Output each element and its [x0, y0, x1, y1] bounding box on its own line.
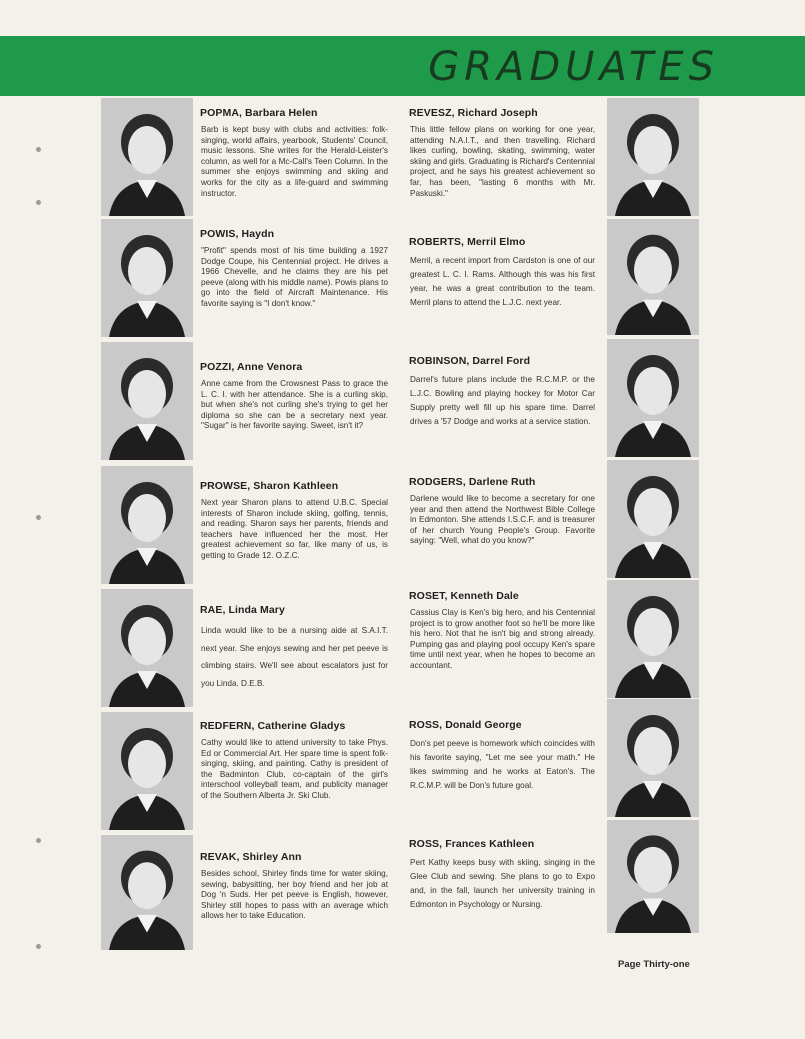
header-banner — [0, 36, 805, 96]
graduate-entry — [200, 851, 388, 922]
graduate-entry — [409, 838, 595, 912]
portrait-photo-icon — [101, 219, 193, 337]
graduate-bio: Cassius Clay is Ken's big hero, and his Centennial project is to grow another foot so he'll be more like his hero. Not that he isn't big and strong already. Pumping gas and playing pool occupy Ken's spare time until next year, when he hopes to become an accountant. — [410, 608, 595, 670]
page-number: Page Thirty-one — [618, 959, 690, 970]
binder-hole — [36, 838, 41, 843]
graduate-entry — [200, 228, 388, 310]
graduate-name: REDFERN, Catherine Gladys — [200, 720, 346, 732]
graduate-entry — [409, 476, 595, 547]
graduate-entry — [409, 355, 595, 429]
portrait-photo — [607, 219, 699, 335]
graduate-bio: Barb is kept busy with clubs and activities: folk-singing, world affairs, yearbook, Students' Council, music lessons. She writes for the Herald-Leister's column, as well for a Mc-Call's Teen Column. In the summer she enjoys swimming and skiing and works for the city as a life-guard and swimming instructor. — [201, 125, 388, 198]
graduate-bio: Anne came from the Crowsnest Pass to grace the L. C. I. with her attendance. She is a curling skip, but when she's not curling she's trying to get her diploma so she can be a secretary next year. "Sugar" is her favorite saying. Sweet, isn't it? — [201, 379, 388, 431]
graduate-bio: Darlene would like to become a secretary for one year and then attend the Northwest Bible College in Edmonton. She attends I.S.C.F. and is treasurer of her church Young People's Group. Favorite saying: "Well, what do you know?" — [410, 494, 595, 546]
binder-hole — [36, 147, 41, 152]
portrait-photo-icon — [607, 98, 699, 216]
graduate-name: ROSET, Kenneth Dale — [409, 590, 519, 602]
portrait-photo-icon — [101, 466, 193, 584]
graduate-entry — [409, 107, 595, 199]
portrait-photo — [101, 466, 193, 584]
graduate-bio: Next year Sharon plans to attend U.B.C. Special interests of Sharon include skiing, golfing, tennis, and reading. Sharon says her parents, friends and teachers have influenced her the most. Her greatest achievement so far, like many of us, is getting to Grade 12. O.Z.C. — [201, 498, 388, 560]
binder-hole — [36, 944, 41, 949]
graduate-entry — [409, 236, 595, 310]
graduate-name: ROBINSON, Darrel Ford — [409, 355, 531, 367]
portrait-photo — [607, 339, 699, 457]
graduate-entry — [409, 719, 595, 793]
graduate-bio: Linda would like to be a nursing aide at S.A.I.T. next year. She enjoys sewing and her pet peeve is climbing stairs. We'll see about escalators just for you Linda. D.E.B. — [201, 626, 388, 688]
portrait-photo-icon — [607, 580, 699, 698]
portrait-photo-icon — [101, 98, 193, 216]
graduate-entry — [200, 361, 388, 432]
graduate-bio: This little fellow plans on working for one year, attending N.A.I.T., and then travelling. Richard likes curling, bowling, skating, swimming, water skiing and girls. Graduating is Richard's Centennial project, and he says his greatest achievement so far, has been, "lasting 6 months with Mr. Paskuski." — [410, 125, 595, 198]
graduate-entry — [200, 720, 388, 802]
graduate-name: POZZI, Anne Venora — [200, 361, 303, 373]
graduate-name: ROSS, Donald George — [409, 719, 522, 731]
graduate-bio: Darrel's future plans include the R.C.M.P. or the L.J.C. Bowling and playing hockey for Motor Car Supply pretty well fill up his spare time. Darrel drives a '57 Dodge and works at a service station. — [410, 375, 595, 426]
portrait-photo-icon — [607, 820, 699, 933]
portrait-photo — [101, 712, 193, 830]
graduate-bio: Besides school, Shirley finds time for water skiing, sewing, babysitting, her boy friend and her job at Dog 'n Suds. Her pet peeve is English, however, Shirley still hopes to pass with an average which allows her to take Education. — [201, 869, 388, 921]
portrait-photo-icon — [101, 712, 193, 830]
portrait-photo — [101, 98, 193, 216]
graduate-bio: Don's pet peeve is homework which coincides with his favorite saying, "Let me see your math." He likes swimming and he works at Eaton's. The R.C.M.P. will be Don's future goal. — [410, 739, 595, 790]
graduate-name: PROWSE, Sharon Kathleen — [200, 480, 339, 492]
portrait-photo-icon — [607, 219, 699, 335]
binder-hole — [36, 515, 41, 520]
graduate-entry — [200, 604, 388, 692]
graduate-name: RAE, Linda Mary — [200, 604, 285, 616]
graduate-bio: Pert Kathy keeps busy with skiing, singing in the Glee Club and sewing. She plans to go to Expo and, in the fall, launch her university training in Edmonton in Psychology or Nursing. — [410, 858, 595, 909]
portrait-photo — [101, 342, 193, 460]
portrait-photo — [607, 98, 699, 216]
portrait-photo — [101, 589, 193, 707]
graduate-name: REVESZ, Richard Joseph — [409, 107, 538, 119]
portrait-photo-icon — [101, 835, 193, 950]
graduate-name: POWIS, Haydn — [200, 228, 275, 240]
binder-hole — [36, 200, 41, 205]
graduate-name: REVAK, Shirley Ann — [200, 851, 302, 863]
graduate-name: ROBERTS, Merril Elmo — [409, 236, 526, 248]
graduate-bio: Merril, a recent import from Cardston is one of our greatest L. C. I. Rams. Although this was his first year, he was a great contribution to the team. Merril plans to attend the L.J.C. next year. — [410, 256, 595, 307]
portrait-photo-icon — [607, 460, 699, 578]
portrait-photo-icon — [607, 339, 699, 457]
portrait-photo — [101, 219, 193, 337]
portrait-photo — [101, 835, 193, 950]
portrait-photo-icon — [607, 699, 699, 817]
page-title: GRADUATES — [428, 44, 719, 90]
portrait-photo — [607, 820, 699, 933]
graduate-bio: Cathy would like to attend university to take Phys. Ed or Commercial Art. Her spare time is spent folk-singing, skiing, and painting. Cathy is president of the Badminton Club, co-captain of the girl's interschool volleyball team, and publicity manager of the Southern Alberta Jr. Ski Club. — [201, 738, 388, 800]
graduate-name: ROSS, Frances Kathleen — [409, 838, 535, 850]
graduate-name: POPMA, Barbara Helen — [200, 107, 318, 119]
portrait-photo-icon — [101, 342, 193, 460]
graduate-name: RODGERS, Darlene Ruth — [409, 476, 536, 488]
graduate-entry — [200, 480, 388, 562]
portrait-photo — [607, 580, 699, 698]
portrait-photo-icon — [101, 589, 193, 707]
portrait-photo — [607, 460, 699, 578]
graduate-entry — [200, 107, 388, 199]
graduate-bio: "Profit" spends most of his time building a 1927 Dodge Coupe, his Centennial project. He drives a 1966 Chevelle, and he claims they are his pet peeve (along with his middle name). Powis plans to go into the field of Aircraft Maintenance. His favorite saying is "I don't know." — [201, 246, 388, 308]
portrait-photo — [607, 699, 699, 817]
graduate-entry — [409, 590, 595, 672]
